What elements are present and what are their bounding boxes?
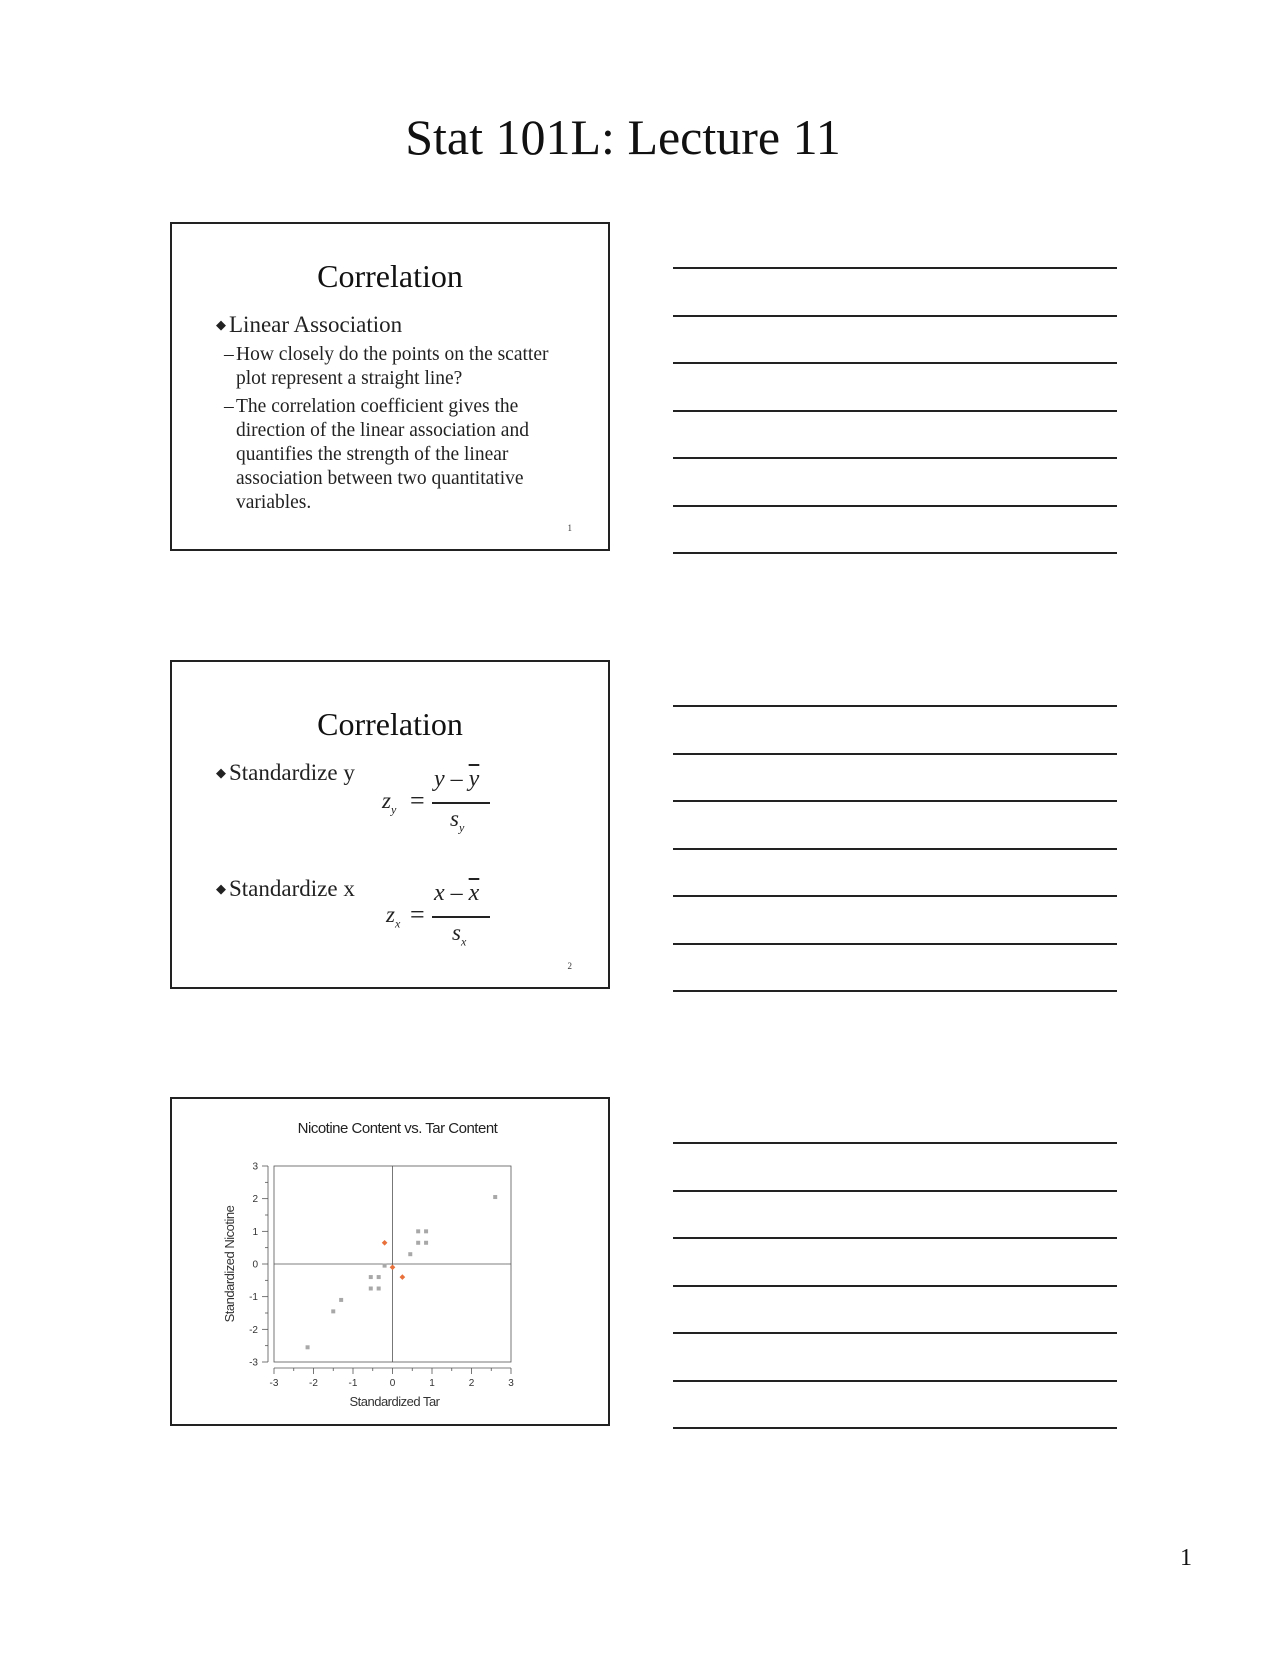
scatter-chart: [172, 1099, 608, 1424]
formula-lhs: $z_x$: [386, 902, 401, 931]
formula-equals: =: [410, 900, 425, 929]
diamond-bullet-icon: ◆: [216, 317, 226, 332]
notes-line: [673, 362, 1117, 364]
fraction-bar: [432, 916, 490, 918]
data-point-orange: [390, 1264, 396, 1270]
data-point-orange: [382, 1240, 388, 1246]
notes-line: [673, 1380, 1117, 1382]
notes-line: [673, 705, 1117, 707]
formula-equals: =: [410, 786, 425, 815]
y-tick-label: -3: [249, 1357, 258, 1369]
y-tick-label: -2: [249, 1324, 258, 1336]
x-tick-label: 2: [468, 1378, 475, 1389]
data-point-gray: [493, 1195, 497, 1199]
sub-bullet-text: How closely do the points on the scatter plot represent a straight line?: [236, 344, 549, 389]
slide-1: [170, 222, 610, 551]
data-point-gray: [416, 1241, 420, 1245]
notes-line: [673, 943, 1117, 945]
notes-line: [673, 267, 1117, 269]
formula-denominator: $s_x$: [452, 920, 467, 949]
chart-title: Nicotine Content vs. Tar Content: [297, 1120, 498, 1137]
formula-denominator: $s_y$: [450, 806, 465, 835]
x-axis-label: Standardized Tar: [349, 1394, 440, 1409]
y-axis-label: Standardized Nicotine: [222, 1205, 237, 1323]
data-point-gray: [369, 1287, 373, 1291]
notes-line: [673, 1190, 1117, 1192]
notes-line: [673, 848, 1117, 850]
slide-3: [170, 1097, 610, 1426]
data-point-gray: [331, 1309, 335, 1313]
notes-line: [673, 800, 1117, 802]
bullet-item: [216, 876, 355, 902]
sub-bullet-1: [224, 343, 582, 391]
notes-line: [673, 315, 1117, 317]
x-tick-label: 3: [508, 1378, 514, 1389]
formula-zx: [386, 880, 506, 966]
notes-line: [673, 895, 1117, 897]
y-tick-label: 2: [252, 1194, 258, 1206]
bullet-text: Linear Association: [229, 312, 403, 337]
notes-line: [673, 753, 1117, 755]
notes-line: [673, 1427, 1117, 1429]
formula-lhs: $z_y$: [382, 788, 397, 817]
diamond-bullet-icon: ◆: [216, 765, 226, 780]
x-tick-label: -1: [348, 1378, 358, 1389]
x-tick-label: -2: [309, 1378, 318, 1389]
y-tick-label: 3: [252, 1161, 258, 1173]
page-title: Stat 101L: Lecture 11: [405, 109, 841, 165]
bullet-text: Standardize y: [229, 760, 355, 785]
slide-2: [170, 660, 610, 989]
notes-line: [673, 552, 1117, 554]
data-point-orange: [400, 1274, 406, 1280]
slide-number: 1: [567, 523, 572, 533]
slide-title: Correlation: [317, 258, 463, 294]
notes-line: [673, 1237, 1117, 1239]
y-tick-label: 1: [252, 1226, 258, 1238]
x-tick-label: 0: [389, 1378, 396, 1389]
sub-bullet-2: [224, 395, 582, 515]
notes-line: [673, 1332, 1117, 1334]
bullet-item: [216, 760, 355, 786]
dash-marker: –: [224, 396, 234, 417]
y-tick-label: 0: [252, 1259, 258, 1271]
page-number: 1: [1180, 1545, 1192, 1571]
notes-line: [673, 1142, 1117, 1144]
notes-line: [673, 457, 1117, 459]
data-point-gray: [377, 1287, 381, 1291]
data-point-gray: [377, 1275, 381, 1279]
data-point-gray: [339, 1298, 343, 1302]
data-point-gray: [424, 1241, 428, 1245]
x-tick-label: 1: [429, 1378, 435, 1389]
y-tick-label: -1: [249, 1292, 258, 1304]
notes-line: [673, 990, 1117, 992]
dash-marker: –: [224, 344, 234, 365]
data-point-gray: [383, 1264, 387, 1268]
formula-numerator: y – $\overline{y}$: [434, 766, 480, 792]
notes-line: [673, 505, 1117, 507]
x-tick-label: -3: [269, 1378, 279, 1389]
fraction-bar: [432, 802, 490, 804]
data-point-gray: [369, 1275, 373, 1279]
bullet-text: Standardize x: [229, 876, 355, 901]
formula-zy: [382, 766, 502, 852]
data-point-gray: [424, 1229, 428, 1233]
sub-bullet-text: The correlation coefficient gives the direction of the linear association and quantifies the strength of the linear association between two quantitative variables.: [236, 396, 529, 513]
bullet-item: [216, 312, 402, 338]
slide-title: Correlation: [317, 706, 463, 742]
data-point-gray: [306, 1345, 310, 1349]
data-point-gray: [408, 1252, 412, 1256]
diamond-bullet-icon: ◆: [216, 881, 226, 896]
notes-line: [673, 410, 1117, 412]
slide-number: 2: [567, 961, 572, 971]
notes-line: [673, 1285, 1117, 1287]
data-point-gray: [416, 1229, 420, 1233]
formula-numerator: x – $\overline{x}$: [434, 880, 480, 906]
